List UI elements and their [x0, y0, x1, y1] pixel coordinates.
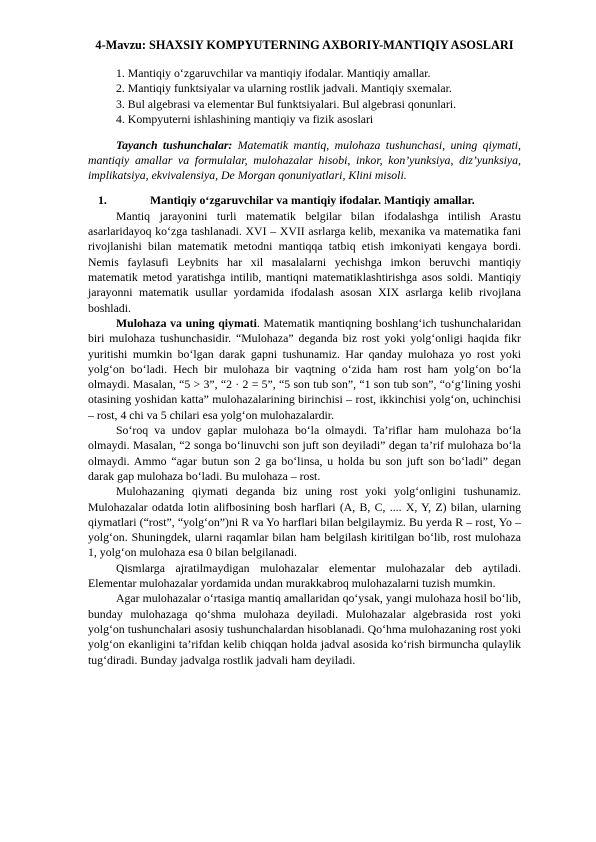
outline-item-3: 3. Bul algebrasi va elementar Bul funktsiyalari. Bul algebrasi qonunlari. [116, 96, 457, 111]
outline-item-2: 2. Mantiqiy funktsiyalar va ularning rostlik jadvali. Mantiqiy sxemalar. [116, 81, 452, 95]
keywords-label: Tayanch tushunchalar: [116, 137, 233, 152]
term-mulohaza: Mulohaza va uning qiymati [116, 315, 257, 330]
outline-item-1: 1. Mantiqiy o‘zgaruvchilar va mantiqiy ifodalar. Mantiqiy amallar. [116, 65, 431, 80]
section-title: Mantiqiy o‘zgaruvchilar va mantiqiy ifodalar. Mantiqiy amallar. [150, 193, 475, 208]
paragraph-2 [88, 316, 521, 423]
paragraph-2-text: . Matematik mantiqning boshlang‘ich tushunchalaridan biri mulohaza tushunchasidir. “Mulohaza” deganda biz rost yoki yolg‘onligi haqida fikr yuritishi mumkin bo‘lgan darak gapni tushunamiz. Har qanday mulohaza yo rost yoki yolg‘on bo‘ladi. Hech bir mulohaza bir vaqtning o‘zida ham rost ham yolg‘on bo‘la olmaydi. Masalan, “5 > 3”, “2 · 2 = 5”, “5 son tub son”, “1 son tub son”, “o‘g‘lining yoshi otasining yoshidan katta” mulohazalarining birinchisi – rost, ikkinchisi yolg‘on, uchinchisi – rost, 4 chi va 5 chilari esa yolg‘on mulohazalardir. [88, 315, 521, 422]
paragraph-5: Qismlarga ajratilmaydigan mulohazalar elementar mulohazalar deb aytiladi. Elementar mulohazalar yordamida undan murakkabroq mulohazalarni tuzish mumkin. [88, 560, 521, 591]
document-title: 4-Mavzu: SHAXSIY KOMPYUTERNING AXBORIY-MANTIQIY ASOSLARI [95, 38, 514, 52]
document-page [88, 38, 521, 668]
paragraph-1: Mantiq jarayonini turli matematik belgilar bilan ifodalashga intilish Arastu asarlaridayoq ko‘zga tashlanadi. XVI – XVII asrlarga kelib, mexanika va matematika fani rivojlanishi bilan matematik metodni mantiqqa tatbiq etish imkoniyati kengaya bordi. Nemis faylasufi Leybnits har xil masalalarni yechishga imkon beruvchi mantiqiy matematik metod yaratishga intilib, mantiqni matematiklashtirishga asos soldi. Mantiqiy jarayonni matematik usullar yordamida ifodalash asosan XIX asrlarga kelib rivojlana boshladi. [88, 208, 521, 315]
section-heading [88, 193, 521, 209]
paragraph-6: Agar mulohazalar o‘rtasiga mantiq amallaridan qo‘ysak, yangi mulohaza hosil bo‘lib, bunday mulohazaga qo‘shma mulohaza deyiladi. Mulohazalar algebrasida rost yoki yolg‘on tushunchalari asosiy tushunchalardan hisoblanadi. Qo‘hma mulohazaning rost yoki yolg‘on ekanligini ta’rifdan kelib chiqqan holda jadval asosida ko‘rish birmuncha qulaylik tug‘diradi. Bunday jadvalga rostlik jadvali ham deyiladi. [88, 591, 521, 667]
section-number: 1. [98, 193, 107, 208]
outline-item-4: 4. Kompyuterni ishlashining mantiqiy va fizik asoslari [116, 112, 374, 126]
paragraph-3: So‘roq va undov gaplar mulohaza bo‘la olmaydi. Ta’riflar ham mulohaza bo‘la olmaydi. Masalan, “2 songa bo‘linuvchi son juft son deyiladi” degan ta’rif mulohaza bo‘la olmaydi. Ammo “agar butun son 2 ga bo‘linsa, u holda bu son juft son bo‘ladi” degan darak gap mulohaza bo‘ladi. Bu mulohaza – rost. [88, 423, 521, 483]
topic-outline [88, 66, 521, 128]
keywords-text: Matematik mantiq, mulohaza tushunchasi, uning qiymati, mantiqiy amallar va formulalar, mulohazalar hisobi, inkor, kon’yunksiya, diz’yunksiya, implikatsiya, ekvivalensiya, De Morgan qonuniyatlari, Klini misoli. [88, 137, 522, 183]
paragraph-4: Mulohazaning qiymati deganda biz uning rost yoki yolg‘onligini tushunamiz. Mulohazalar odatda lotin alifbosining bosh harflari (A, B, C, .... X, Y, Z) bilan, ularning qiymatlari (“rost”, “yolg‘on”)ni R va Yo harflari bilan belgilaymiz. Bu yerda R – rost, Yo – yolg‘on. Shuningdek, ularni raqamlar bilan ham belgilash kiritilgan bo‘lib, rost mulohaza 1, yolg‘on mulohaza esa 0 bilan belgilanadi. [88, 484, 521, 560]
keywords-paragraph [88, 138, 521, 184]
